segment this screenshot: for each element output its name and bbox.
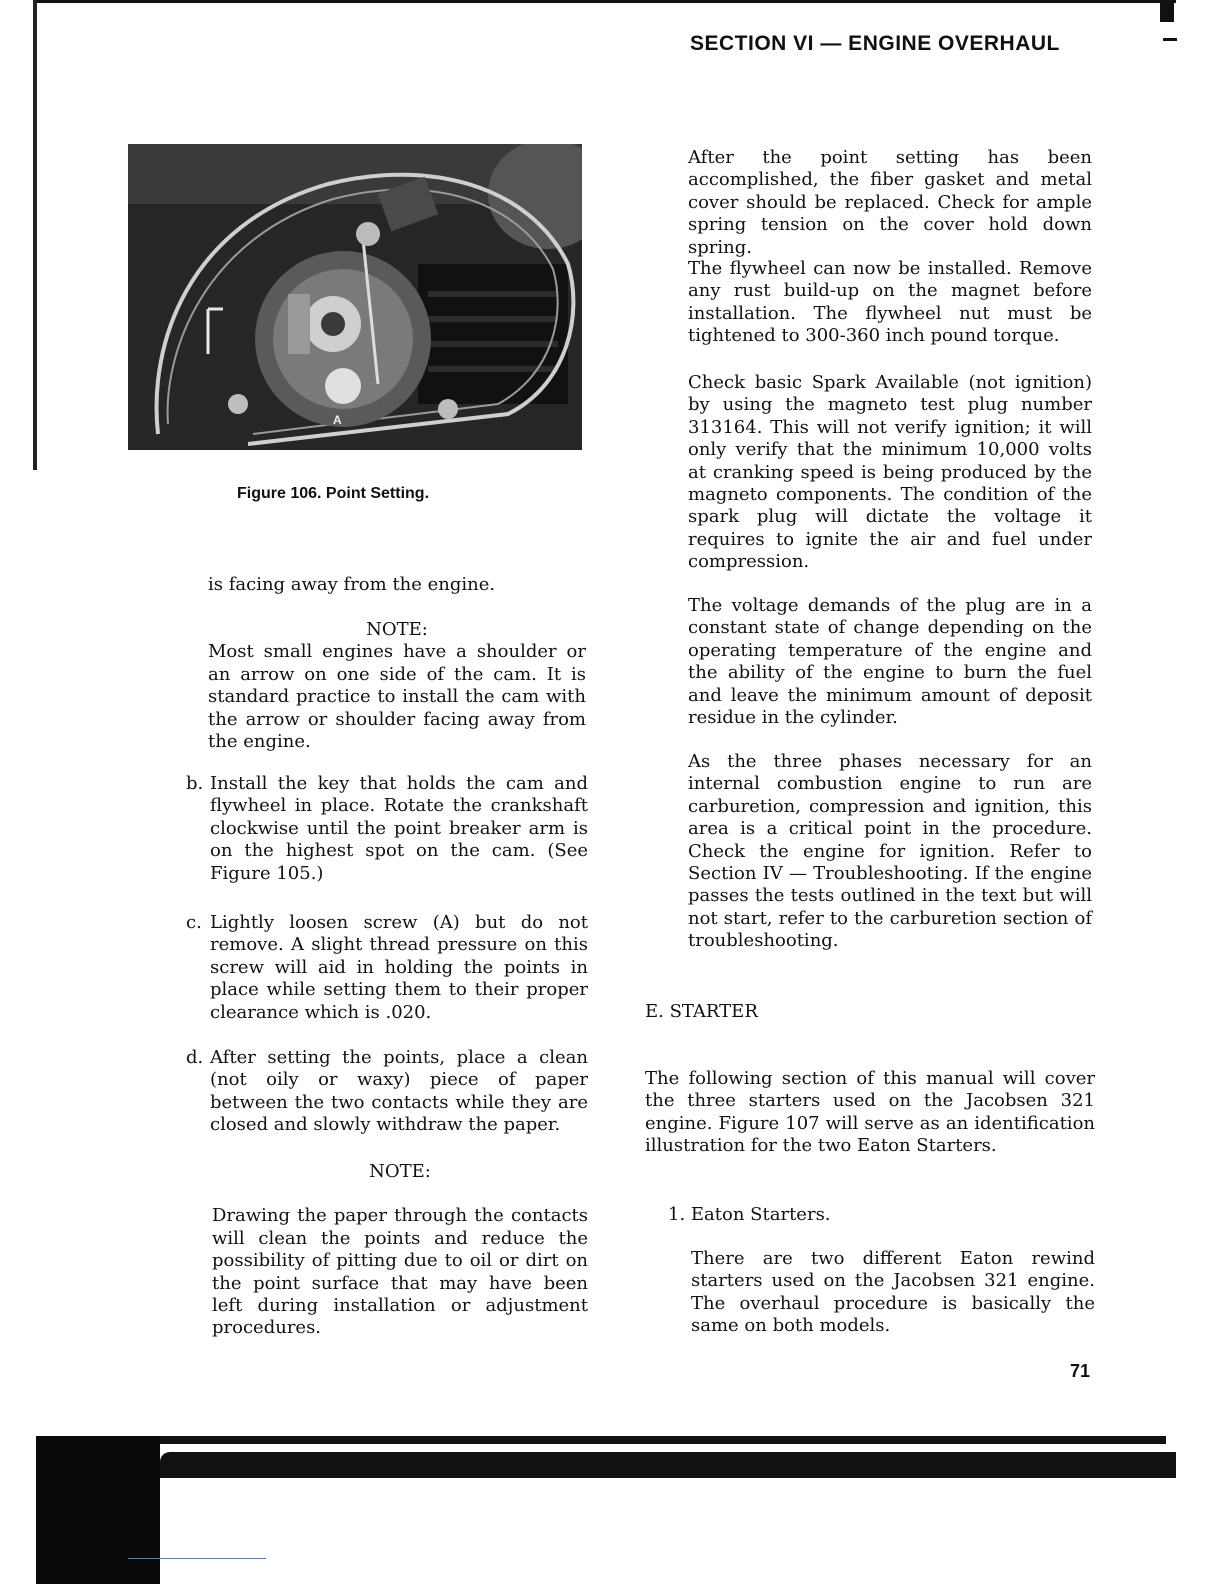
paragraph: Check basic Spark Available (not ignition) by using the magneto test plug number 313164. This will not verify ignition; it will only verify that the minimum 10,000 volts at cranking speed is being produced by the magneto components. The condition of the spark plug will dictate the voltage it requires to ignite the air and fuel under compression. [688, 372, 1092, 573]
scan-bottom-bar [36, 1436, 1166, 1444]
margin-dash [1163, 38, 1177, 41]
figure-caption: Figure 106. Point Setting. [237, 485, 430, 502]
list-item-c [186, 912, 588, 1024]
list-item-text: Lightly loosen screw (A) but do not remove. A slight thread pressure on this screw will aid in holding the points in place while setting them to their proper clearance which is .020. [210, 912, 588, 1023]
paragraph: There are two different Eaton rewind starters used on the Jacobsen 321 engine. The overhaul procedure is basically the same on both models. [691, 1248, 1095, 1337]
figure-photo [128, 144, 582, 450]
section-intro [645, 1068, 1095, 1158]
section-header: SECTION VI — ENGINE OVERHAUL [690, 32, 1060, 55]
corner-mark [1160, 0, 1174, 22]
callout-label-a: A [333, 413, 342, 427]
paragraph: The following section of this manual will cover the three starters used on the Jacobsen 321 engine. Figure 107 will serve as an identification illustration for the two Eaton Starters. [645, 1068, 1095, 1157]
scan-bottom-bar-2 [160, 1452, 1176, 1478]
list-item-label: c. [186, 912, 202, 933]
paragraph: The flywheel can now be installed. Remove any rust build-up on the magnet before installation. The flywheel nut must be tightened to 300-360 inch pound torque. [688, 258, 1092, 347]
note-text: Drawing the paper through the contacts will clean the points and reduce the possibility of pitting due to oil or dirt on the point surface that may have been left during installation or adjustment procedures. [212, 1205, 588, 1339]
subsection-heading [668, 1204, 968, 1226]
right-paragraph-5 [688, 751, 1092, 953]
scan-top-edge [36, 0, 1176, 13]
scan-bottom-block [36, 1436, 160, 1584]
list-item-d [186, 1047, 588, 1137]
right-paragraph-4 [688, 595, 1092, 729]
section-heading: E. STARTER [645, 1001, 758, 1022]
note-title: NOTE: [369, 1161, 431, 1182]
scan-artifact-line [128, 1558, 266, 1559]
note-text: Most small engines have a shoulder or an arrow on one side of the cam. It is standard practice to install the cam with the arrow or shoulder facing away from the engine. [208, 641, 586, 753]
note-block-2 [212, 1161, 588, 1340]
list-item-label: b. [186, 773, 204, 794]
point-setting-photo [128, 144, 582, 450]
list-item-text: Install the key that holds the cam and flywheel in place. Rotate the crankshaft clockwise until the point breaker arm is on the highest spot on the cam. (See Figure 105.) [210, 773, 588, 884]
paragraph: After the point setting has been accomplished, the fiber gasket and metal cover should be replaced. Check for ample spring tension on the cover hold down spring. [688, 147, 1092, 258]
list-item-text: After setting the points, place a clean (not oily or waxy) piece of paper between the two contacts while they are closed and slowly withdraw the paper. [210, 1047, 588, 1136]
paragraph: As the three phases necessary for an internal combustion engine to run are carburetion, compression and ignition, this area is a critical point in the procedure. Check the engine for ignition. Refer to Section IV — Troubleshooting. If the engine passes the tests outlined in the text but will not start, refer to the carburetion section of troubleshooting. [688, 751, 1092, 952]
right-paragraph-2 [688, 258, 1092, 348]
scan-left-edge [33, 0, 37, 470]
intro-text: is facing away from the engine. [208, 574, 496, 595]
right-paragraph-3 [688, 372, 1092, 574]
subsection-title: Eaton Starters. [690, 1204, 831, 1225]
right-paragraph-1 [688, 147, 1092, 259]
list-item-label: d. [186, 1047, 204, 1068]
left-intro-block [208, 574, 588, 596]
note-block-1 [208, 619, 586, 753]
paragraph: The voltage demands of the plug are in a constant state of change depending on the operating temperature of the engine and the ability of the engine to burn the fuel and leave the minimum amount of deposit residue in the cylinder. [688, 595, 1092, 729]
subsection-body [691, 1248, 1095, 1338]
subsection-number: 1. [668, 1204, 686, 1225]
list-item-b [186, 773, 588, 885]
page-number: 71 [1070, 1361, 1091, 1381]
note-title: NOTE: [366, 619, 428, 640]
